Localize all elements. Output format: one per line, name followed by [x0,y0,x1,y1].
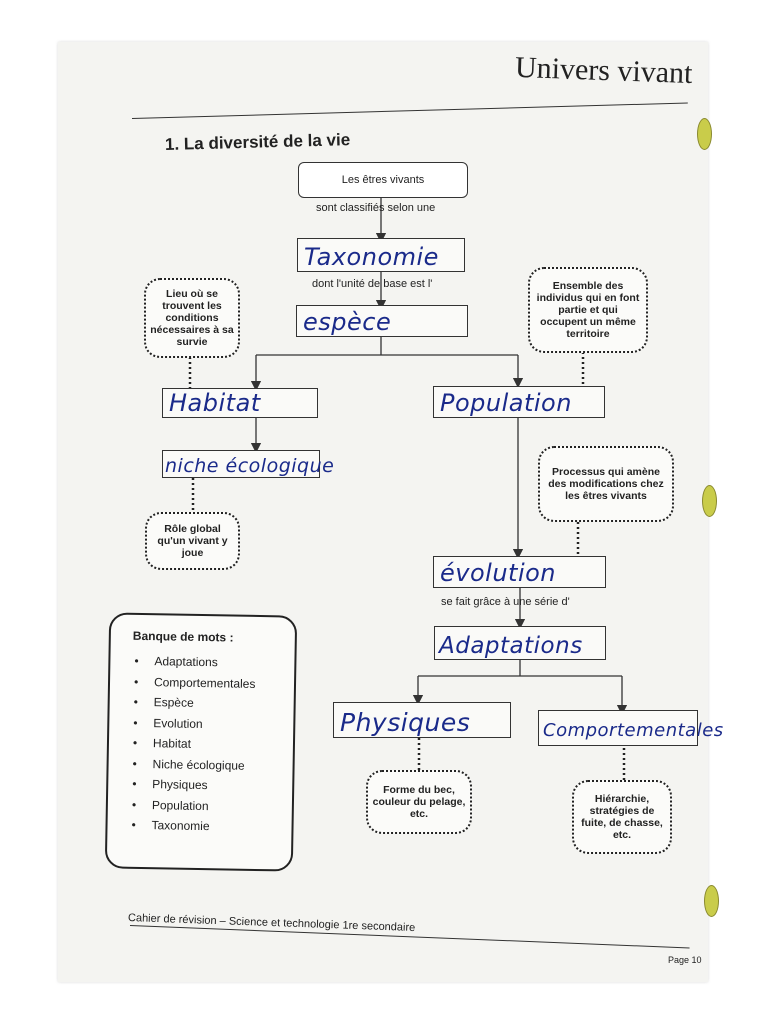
answer-adaptations: Adaptations [439,633,583,659]
word-bank-item: • Espèce [134,692,256,715]
section-title: 1. La diversité de la vie [164,130,351,154]
answer-taxonomie: Taxonomie [304,243,439,271]
word-bank-item: • Niche écologique [132,753,254,776]
box-comportementales [538,710,724,746]
answer-niche-ecologique: niche écologique [165,455,335,477]
box-habitat [162,388,318,418]
box-population [433,386,605,418]
bubble-population-definition: Ensemble des individus qui en font partie et qui occupent un même territoire [528,267,648,353]
word-bank-item: • Taxonomie [131,815,253,838]
box-espece [296,305,468,337]
bubble-habitat-definition: Lieu où se trouvent les conditions nécessaires à sa survie [144,278,240,358]
word-bank [105,612,297,871]
chapter-title: Univers vivant [514,50,694,91]
word-bank-title: Banque de mots : [132,628,234,645]
box-niche-ecologique [162,450,335,478]
word-bank-item: • Comportementales [134,671,256,694]
box-adaptations [434,626,606,660]
answer-comportementales: Comportementales [543,720,724,741]
page-number: Page 10 [668,955,702,965]
answer-population: Population [440,389,572,417]
footer-text: Cahier de révision – Science et technologie 1re secondaire [127,912,416,935]
box-evolution [433,556,606,588]
connector-text-series: se fait grâce à une série d' [441,596,570,608]
bubble-comportementales-examples: Hiérarchie, stratégies de fuite, de chasse, etc. [572,780,672,854]
word-bank-item: • Habitat [133,733,255,756]
word-bank-item: • Evolution [133,712,255,735]
bubble-niche-definition: Rôle global qu'un vivant y joue [145,512,240,570]
answer-evolution: évolution [440,559,557,587]
word-bank-item: • Adaptations [134,651,256,674]
word-bank-list [131,651,256,838]
box-physiques [333,702,511,738]
box-taxonomie [297,238,465,272]
word-bank-item: • Population [132,794,254,817]
answer-habitat: Habitat [169,389,261,417]
word-bank-item: • Physiques [132,774,254,797]
connector-text-classified: sont classifiés selon une [316,202,436,214]
connector-text-base-unit: dont l'unité de base est l' [312,278,433,290]
answer-physiques: Physiques [340,708,471,737]
bubble-physiques-examples: Forme du bec, couleur du pelage, etc. [366,770,472,834]
answer-espece: espèce [303,308,392,336]
root-box-living-beings: Les êtres vivants [298,162,468,198]
bubble-evolution-definition: Processus qui amène des modifications chez les êtres vivants [538,446,674,522]
